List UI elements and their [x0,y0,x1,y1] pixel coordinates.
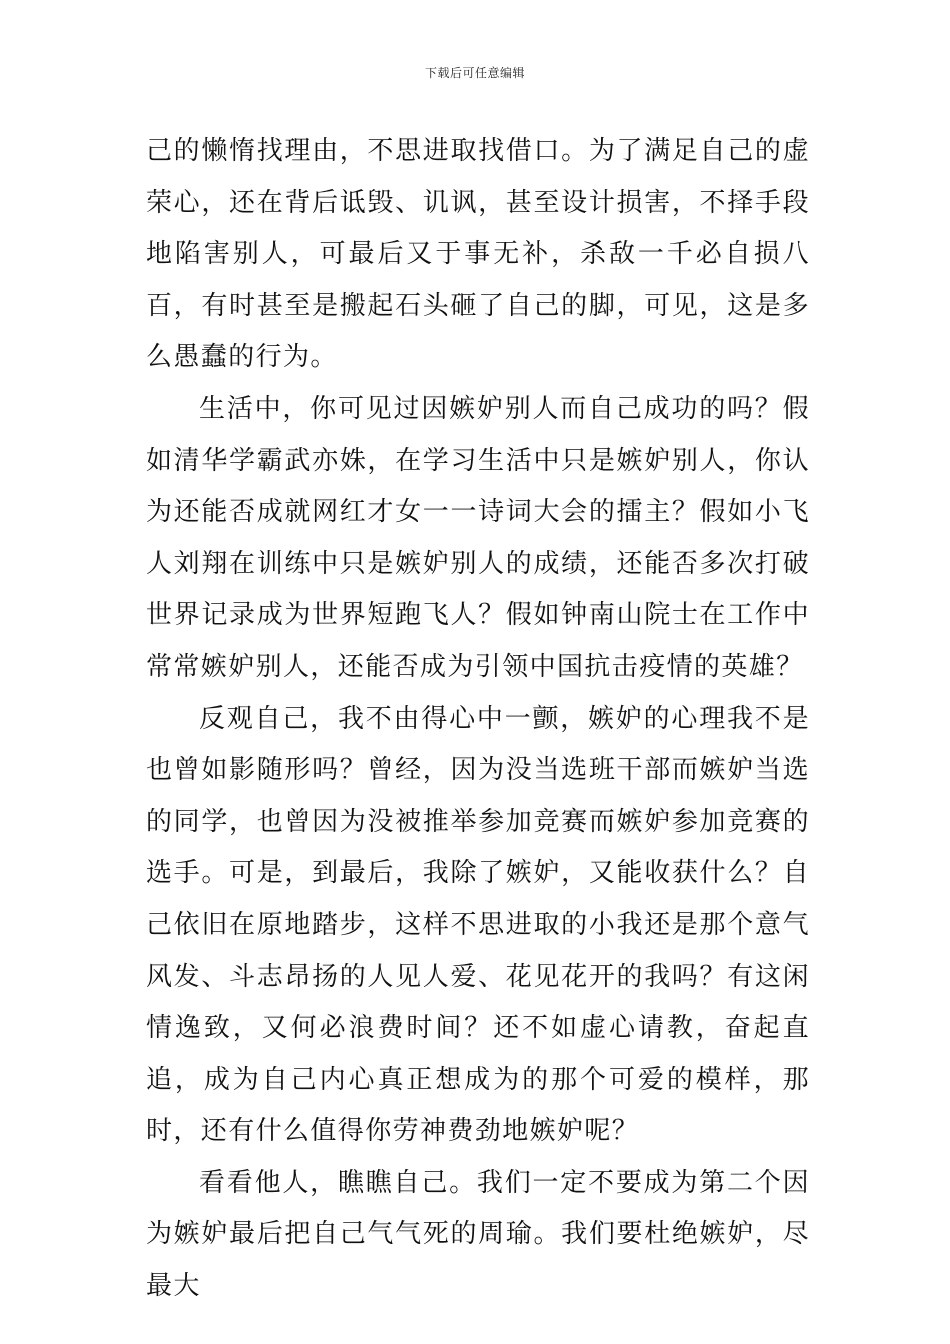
paragraph-4: 看看他人，瞧瞧自己。我们一定不要成为第二个因为嫉妒最后把自己气气死的周瑜。我们要杜绝嫉妒，尽最大 [146,1167,810,1302]
paragraph-continuation: 己的懒惰找理由，不思进取找借口。为了满足自己的虚荣心，还在背后诋毁、讥讽，甚至设计损害，不择手段地陷害别人，可最后又于事无补，杀敌一千必自损八百，有时甚至是搬起石头砸了自己的脚，可见，这是多么愚蠢的行为。 [146,136,810,373]
paragraph-2: 生活中，你可见过因嫉妒别人而自己成功的吗？假如清华学霸武亦姝，在学习生活中只是嫉妒别人，你认为还能否成就网红才女一一诗词大会的擂主？假如小飞人刘翔在训练中只是嫉妒别人的成绩，还能否多次打破世界记录成为世界短跑飞人？假如钟南山院士在工作中常常嫉妒别人，还能否成为引领中国抗击疫情的英雄？ [146,393,810,682]
page-header: 下载后可任意编辑 [424,66,525,80]
paragraph-3: 反观自己，我不由得心中一颤，嫉妒的心理我不是也曾如影随形吗？曾经，因为没当选班干部而嫉妒当选的同学，也曾因为没被推举参加竞赛而嫉妒参加竞赛的选手。可是，到最后，我除了嫉妒，又能收获什么？自己依旧在原地踏步，这样不思进取的小我还是那个意气风发、斗志昂扬的人见人爱、花见花开的我吗？有这闲情逸致，又何必浪费时间？还不如虚心请教，奋起直追，成为自己内心真正想成为的那个可爱的模样，那时，还有什么值得你劳神费劲地嫉妒呢？ [146,703,810,1147]
document-body [146,126,810,1313]
